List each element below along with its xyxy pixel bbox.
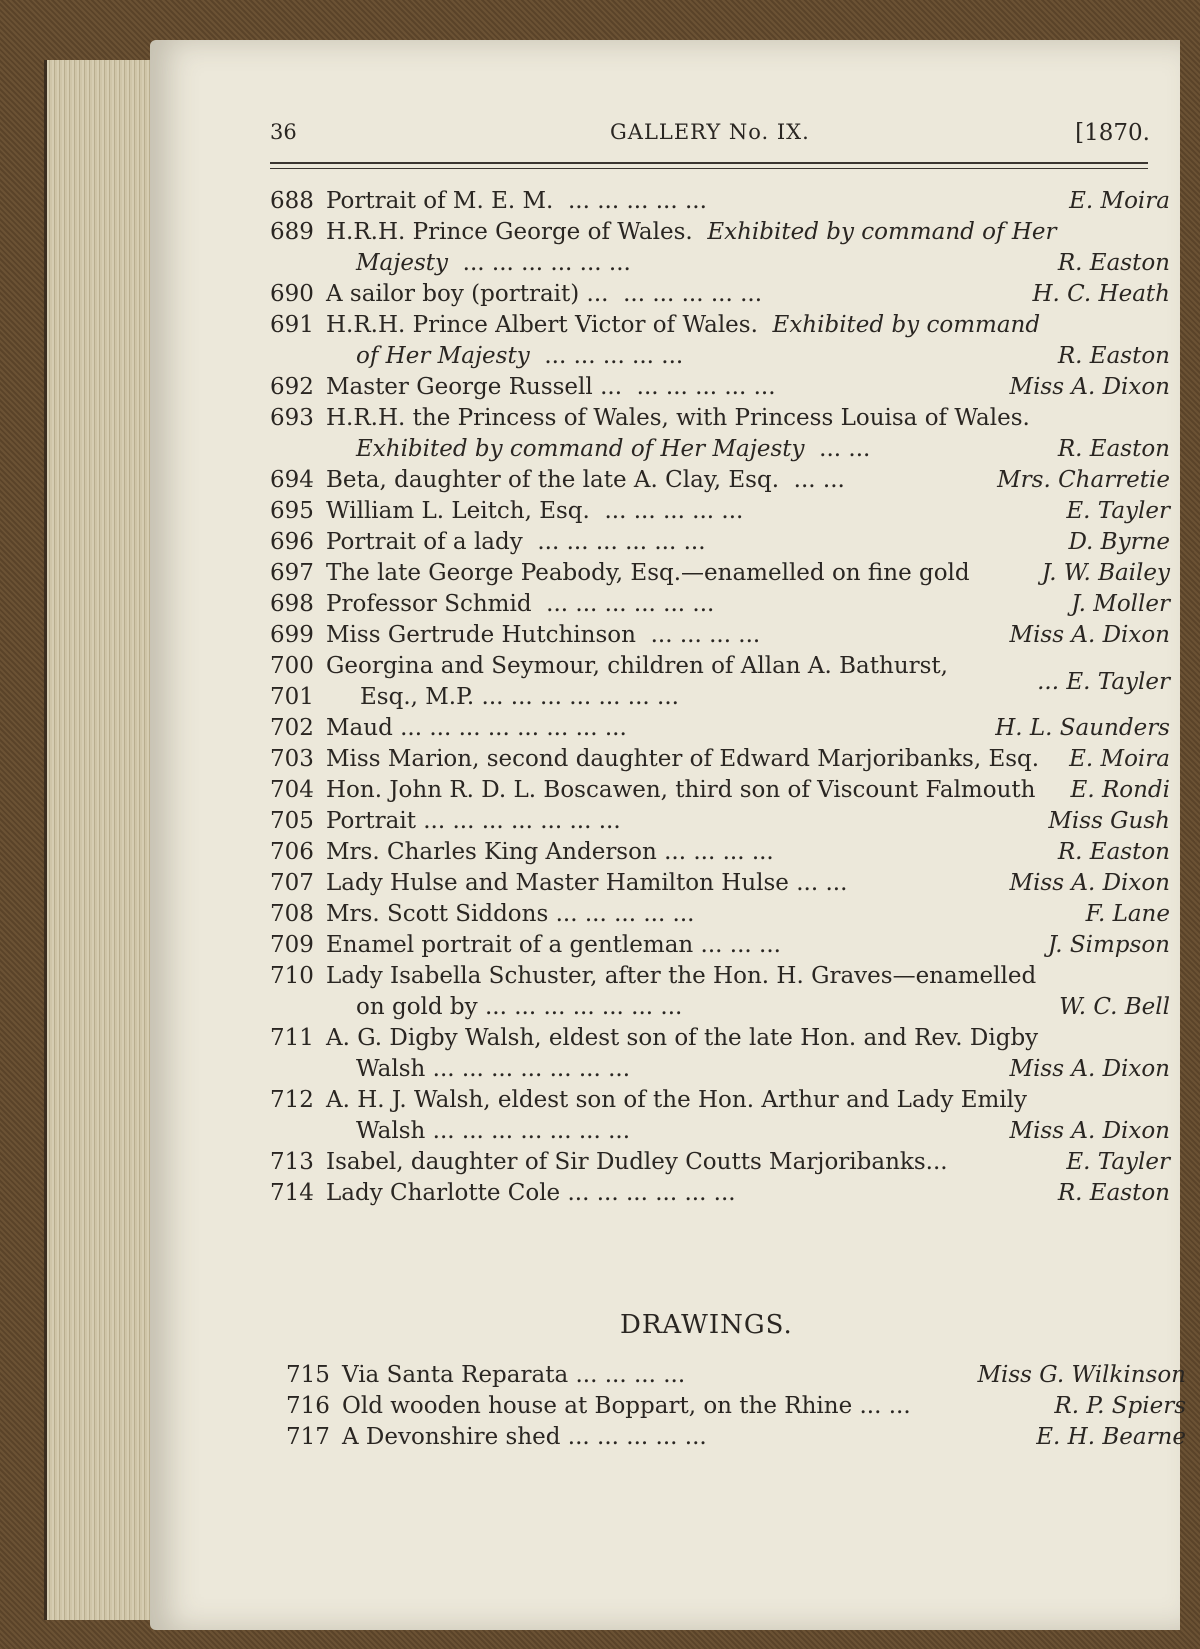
entry-title: Portrait ... ... ... ... ... ... ...	[326, 808, 621, 834]
entry-title: A. G. Digby Walsh, eldest son of the late Hon. and Rev. Digby	[326, 1025, 1039, 1051]
list-item	[270, 806, 1170, 837]
entry-artist: Miss A. Dixon	[1009, 1056, 1170, 1082]
entry-continuation: of Her Majesty ... ... ... ... ...	[356, 343, 684, 369]
entry-title: Old wooden house at Boppart, on the Rhine ... ...	[342, 1393, 911, 1419]
entry-artist: J. Moller	[1071, 591, 1170, 617]
entry-number: 696	[270, 529, 314, 555]
entry-title: Miss Gertrude Hutchinson ... ... ... ...	[326, 622, 761, 648]
list-item	[270, 868, 1170, 899]
entry-title: Lady Isabella Schuster, after the Hon. H. Graves—enamelled	[326, 963, 1037, 989]
entry-number: 706	[270, 839, 314, 865]
list-item	[270, 930, 1170, 961]
drawings-list	[286, 1360, 1186, 1453]
entry-title: Via Santa Reparata ... ... ... ...	[342, 1362, 686, 1388]
entry-continuation: on gold by ... ... ... ... ... ... ...	[356, 994, 683, 1020]
leader-dots: ... ... ... ... ...	[568, 188, 707, 214]
entry-number: 698	[270, 591, 314, 617]
entry-title: The late George Peabody, Esq.—enamelled on fine gold	[326, 560, 970, 586]
entry-artist: Mrs. Charretie	[997, 467, 1170, 493]
entry-artist: R. P. Spiers	[1054, 1393, 1186, 1419]
entry-number: 709	[270, 932, 314, 958]
list-item	[270, 775, 1170, 806]
entry-title: Georgina and Seymour, children of Allan A. Bathurst,	[326, 653, 948, 679]
list-item	[270, 589, 1170, 620]
list-item	[270, 527, 1170, 558]
entry-artist: E. Tayler	[1066, 1149, 1170, 1175]
list-item	[270, 837, 1170, 868]
entry-continuation: Walsh ... ... ... ... ... ... ...	[356, 1056, 631, 1082]
entry-artist: D. Byrne	[1068, 529, 1170, 555]
entry-number: 691	[270, 312, 314, 338]
entry-note: Exhibited by command of Her	[707, 219, 1057, 245]
header-rule	[270, 162, 1148, 164]
entry-number: 692	[270, 374, 314, 400]
leader-dots: ... ...	[793, 467, 845, 493]
entry-number: 695	[270, 498, 314, 524]
entry-artist: J. Simpson	[1047, 932, 1170, 958]
entry-number: 710	[270, 963, 314, 989]
leader-dots: ... ... ... ... ...	[623, 281, 763, 307]
list-item	[270, 1023, 1170, 1085]
leader-dots: ... ... ... ... ...	[636, 374, 776, 400]
entry-number: 704	[270, 777, 314, 803]
entry-title: Enamel portrait of a gentleman ... ... ...	[326, 932, 781, 958]
entry-artist: R. Easton	[1057, 1180, 1170, 1206]
entry-title: Lady Hulse and Master Hamilton Hulse ... ...	[326, 870, 848, 896]
entry-title: Hon. John R. D. L. Boscawen, third son of Viscount Falmouth	[326, 777, 1036, 803]
list-item	[270, 744, 1170, 775]
list-item-bracketed	[270, 651, 1170, 713]
entry-title: A. H. J. Walsh, eldest son of the Hon. Arthur and Lady Emily	[326, 1087, 1027, 1113]
entry-title: Miss Marion, second daughter of Edward Marjoribanks, Esq.	[326, 746, 1040, 772]
entry-number: 717	[286, 1424, 330, 1450]
entry-number: 712	[270, 1087, 314, 1113]
entry-title: Beta, daughter of the late A. Clay, Esq. ... ...	[326, 467, 845, 493]
entry-artist: E. Moira	[1069, 188, 1170, 214]
list-item	[270, 1147, 1170, 1178]
entry-artist: R. Easton	[1057, 250, 1170, 276]
entry-number: 715	[286, 1362, 330, 1388]
entry-continuation: Walsh ... ... ... ... ... ... ...	[356, 1118, 631, 1144]
catalogue-list	[270, 186, 1170, 1209]
entry-artist: Miss A. Dixon	[1009, 870, 1170, 896]
entry-number: 716	[286, 1393, 330, 1419]
list-item	[270, 496, 1170, 527]
leader-dots: ... ... ... ... ...	[544, 343, 684, 369]
list-item	[270, 713, 1170, 744]
entry-number: 711	[270, 1025, 314, 1051]
list-item	[270, 1178, 1170, 1209]
entry-artist: R. Easton	[1057, 839, 1170, 865]
entry-number: 700	[270, 653, 314, 679]
entry-continuation: Exhibited by command of Her Majesty ... ...	[356, 436, 871, 462]
entry-artist: H. L. Saunders	[995, 715, 1170, 741]
entry-title: H.R.H. the Princess of Wales, with Princess Louisa of Wales.	[326, 405, 1030, 431]
entry-title: William L. Leitch, Esq. ... ... ... ... ...	[326, 498, 744, 524]
entry-number: 707	[270, 870, 314, 896]
entry-number: 714	[270, 1180, 314, 1206]
entry-artist: J. W. Bailey	[1041, 560, 1170, 586]
entry-title: Isabel, daughter of Sir Dudley Coutts Marjoribanks...	[326, 1149, 948, 1175]
list-item	[270, 310, 1170, 372]
entry-artist: F. Lane	[1085, 901, 1170, 927]
page-year: [1870.	[1075, 120, 1150, 146]
entry-artist: E. Rondi	[1070, 777, 1170, 803]
entry-number: 688	[270, 188, 314, 214]
entry-artist: Miss A. Dixon	[1009, 622, 1170, 648]
entry-title: H.R.H. Prince Albert Victor of Wales. Exhibited by command	[326, 312, 1041, 338]
entry-artist: R. Easton	[1057, 343, 1170, 369]
entry-title: Mrs. Charles King Anderson ... ... ... ...	[326, 839, 774, 865]
entry-number: 701	[270, 684, 314, 710]
entry-artist: R. Easton	[1057, 436, 1170, 462]
list-item	[270, 899, 1170, 930]
entry-title: Maud ... ... ... ... ... ... ... ...	[326, 715, 627, 741]
leader-dots: ... ... ... ... ...	[604, 498, 744, 524]
entry-title: A sailor boy (portrait) ... ... ... ... ... ...	[326, 281, 763, 307]
entry-title: Professor Schmid ... ... ... ... ... ...	[326, 591, 715, 617]
leader-dots: ... ...	[819, 436, 871, 462]
list-item	[270, 279, 1170, 310]
list-item	[270, 620, 1170, 651]
entry-artist: Miss A. Dixon	[1009, 374, 1170, 400]
entry-artist: E. H. Bearne	[1036, 1424, 1186, 1450]
entry-number: 702	[270, 715, 314, 741]
entry-title: Portrait of M. E. M. ... ... ... ... ...	[326, 188, 707, 214]
leader-dots: ... ... ... ...	[650, 622, 761, 648]
entry-title: H.R.H. Prince George of Wales. Exhibited by command of Her	[326, 219, 1057, 245]
list-item	[270, 403, 1170, 465]
entry-number: 699	[270, 622, 314, 648]
entry-number: 697	[270, 560, 314, 586]
page-number: 36	[270, 120, 297, 144]
entry-number: 708	[270, 901, 314, 927]
list-item	[270, 961, 1170, 1023]
entry-artist: H. C. Heath	[1032, 281, 1170, 307]
header-rule-thin	[270, 168, 1148, 169]
list-item	[270, 217, 1170, 279]
entry-number: 713	[270, 1149, 314, 1175]
entry-artist: Miss G. Wilkinson	[977, 1362, 1186, 1388]
section-heading-drawings: DRAWINGS.	[620, 1310, 793, 1340]
page-header	[270, 120, 1150, 150]
entry-number: 703	[270, 746, 314, 772]
entry-title: Lady Charlotte Cole ... ... ... ... ... ...	[326, 1180, 736, 1206]
entry-number: 690	[270, 281, 314, 307]
leader-dots: ... ... ... ... ... ...	[546, 591, 715, 617]
entry-number: 689	[270, 219, 314, 245]
entry-artist: ... E. Tayler	[1037, 669, 1170, 695]
entry-continuation: Majesty ... ... ... ... ... ...	[356, 250, 631, 276]
entry-artist: E. Moira	[1069, 746, 1170, 772]
entry-artist: Miss Gush	[1048, 808, 1170, 834]
entry-title: Master George Russell ... ... ... ... ... ...	[326, 374, 776, 400]
entry-artist: W. C. Bell	[1059, 994, 1170, 1020]
list-item	[270, 372, 1170, 403]
entry-artist: E. Tayler	[1066, 498, 1170, 524]
list-item	[270, 186, 1170, 217]
leader-dots: ... ... ... ... ... ...	[462, 250, 631, 276]
list-item	[270, 1085, 1170, 1147]
list-item	[270, 558, 1170, 589]
entry-title: Mrs. Scott Siddons ... ... ... ... ...	[326, 901, 695, 927]
list-item	[286, 1360, 1186, 1391]
entry-number: 693	[270, 405, 314, 431]
leader-dots: ... ... ... ... ... ...	[537, 529, 706, 555]
entry-continuation: Esq., M.P. ... ... ... ... ... ... ...	[360, 684, 679, 710]
page-edges	[44, 60, 167, 1620]
entry-artist: Miss A. Dixon	[1009, 1118, 1170, 1144]
list-item	[286, 1391, 1186, 1422]
entry-title: A Devonshire shed ... ... ... ... ...	[342, 1424, 707, 1450]
running-title: GALLERY No. IX.	[610, 120, 810, 144]
entry-title: Portrait of a lady ... ... ... ... ... ...	[326, 529, 706, 555]
list-item	[286, 1422, 1186, 1453]
list-item	[270, 465, 1170, 496]
entry-number: 694	[270, 467, 314, 493]
entry-note: Exhibited by command	[772, 312, 1041, 338]
entry-number: 705	[270, 808, 314, 834]
